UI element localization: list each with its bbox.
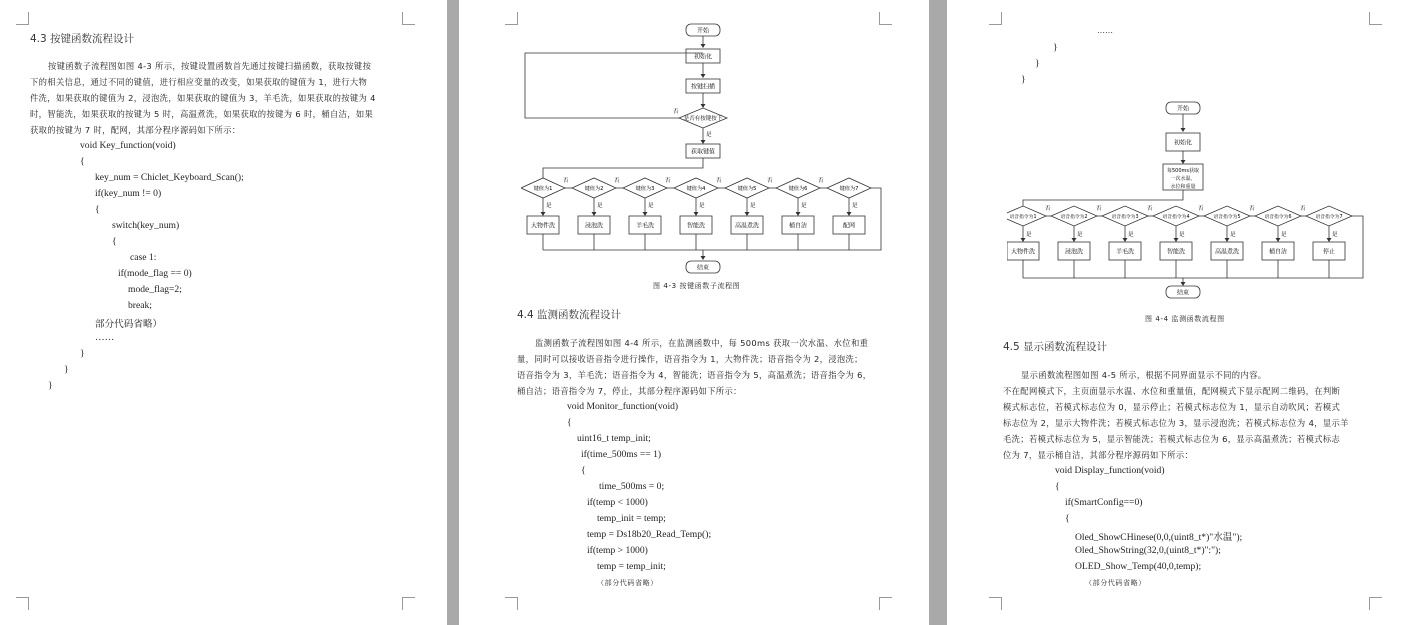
arrow-head [592, 212, 597, 216]
code-line: Oled_ShowString(32,0,(uint8_t*)":"); [1075, 545, 1221, 556]
paragraph-line: 获取的按键为 7 时，配网，其部分程序源码如下所示： [30, 125, 241, 135]
branch-label: 否 [665, 178, 671, 184]
page-corner-mark [989, 12, 1002, 25]
code-line: time_500ms = 0; [599, 481, 665, 492]
branch-label: 是 [1332, 232, 1338, 238]
code-line: if(temp < 1000) [587, 497, 648, 508]
code-line: …… [1097, 26, 1113, 35]
branch-label: 是 [648, 203, 654, 209]
code-line: } [1053, 42, 1058, 53]
branch-label: 否 [1249, 206, 1255, 212]
code-line: { [567, 417, 572, 428]
code-line: OLED_Show_Temp(40,0,temp); [1075, 561, 1202, 572]
condition-node-label: 键值为5 [737, 186, 757, 192]
action-box-label: 浸泡洗 [584, 222, 604, 230]
branch-label: 否 [1198, 206, 1204, 212]
flow-connector [1023, 190, 1183, 206]
page-corner-mark [1369, 597, 1382, 610]
arrow-head [1181, 160, 1186, 164]
page-corner-mark [16, 597, 29, 610]
paragraph-line: 下的相关信息，通过不同的键值，进行相应变量的改变，如果获取的键值为 1，进行大物 [30, 77, 368, 87]
branch-label: 否 [1147, 206, 1153, 212]
paragraph-line: 量，同时可以接收语音指令进行操作，语音指令为 1，大物件洗；语音指令为 2，浸泡洗； [517, 354, 863, 364]
paragraph-line: 件洗，如果获取的键值为 2，浸泡洗，如果获取的键值为 3，羊毛洗，如果获取的按键为 4 [30, 93, 376, 103]
branch-label: 否 [563, 178, 569, 184]
flow-connector [543, 158, 703, 178]
arrow-head [701, 104, 706, 108]
condition-node-label: 语音指令为2 [1060, 215, 1088, 220]
code-line: case 1: [130, 252, 157, 263]
arrow-head [701, 74, 706, 78]
section-heading: 4.4 监测函数流程设计 [517, 309, 622, 321]
code-line: …… [95, 332, 115, 343]
process-box-label: 按键扫描 [690, 83, 716, 91]
code-line: if(key_num != 0) [95, 188, 162, 199]
action-box-label: 配网 [842, 222, 856, 230]
code-line: { [112, 236, 117, 247]
document-page-1 [0, 0, 447, 625]
process-box-label: 初始化 [1173, 139, 1193, 147]
action-box-label: 桶自洁 [788, 222, 808, 230]
code-line: { [581, 465, 586, 476]
branch-label: 否 [673, 109, 679, 115]
arrow-head [701, 140, 706, 144]
code-line: 部分代码省略） [95, 319, 163, 330]
end-node-label: 结束 [696, 264, 710, 272]
branch-label: 否 [767, 178, 773, 184]
start-node-label: 开始 [696, 27, 710, 35]
code-line: void Key_function(void) [80, 140, 176, 151]
branch-label: 是 [1230, 232, 1236, 238]
arrow-head [1123, 238, 1128, 242]
paragraph-line: 模式标志位，若模式标志位为 0，显示停止；若模式标志位为 1，显示自动吹风；若模式 [1003, 402, 1341, 412]
action-box-label: 桶自洁 [1268, 248, 1288, 256]
branch-label: 否 [1300, 206, 1306, 212]
paragraph-line: 监测函数子流程图如图 4-4 所示，在监测函数中，每 500ms 获取一次水温、水位和重 [535, 338, 869, 348]
branch-label: 是 [546, 203, 552, 209]
code-line: void Monitor_function(void) [567, 401, 679, 412]
paragraph-line: 语音指令为 3，羊毛洗；语音指令为 4，智能洗；语音指令为 5，高温煮洗；语音指令为 6， [517, 370, 872, 380]
process-box-label: 初始化 [693, 53, 713, 61]
action-box-label: 高温煮洗 [1214, 248, 1240, 256]
code-line: break; [128, 300, 152, 311]
branch-label: 是 [597, 203, 603, 209]
arrow-head [1181, 282, 1186, 286]
arrow-head [701, 44, 706, 48]
arrow-head [1021, 238, 1026, 242]
branch-label: 是 [706, 132, 712, 138]
action-box-label: 停止 [1322, 248, 1336, 256]
branch-label: 是 [1179, 232, 1185, 238]
code-line: （部分代码省略） [597, 579, 658, 587]
code-line: uint16_t temp_init; [577, 433, 651, 444]
code-line: if(SmartConfig==0) [1065, 497, 1143, 508]
section-heading: 4.5 显示函数流程设计 [1003, 341, 1108, 353]
branch-label: 否 [818, 178, 824, 184]
paragraph-line: 按键函数子流程图如图 4-3 所示，按键设置函数首先通过按键扫描函数，获取按键按 [48, 61, 372, 71]
page-corner-mark [879, 597, 892, 610]
paragraph-line: 不在配网模式下，主页面显示水温、水位和重量值，配网模式下显示配网二维码，在判断 [1003, 386, 1341, 396]
code-line: temp = Ds18b20_Read_Temp(); [587, 529, 712, 540]
paragraph-line: 标志位为 2，显示大物件洗；若模式标志位为 3，显示浸泡洗；若模式标志位为 4，显示羊 [1003, 418, 1349, 428]
condition-node-label: 语音指令为3 [1111, 215, 1139, 220]
action-box-label: 高温煮洗 [734, 222, 760, 230]
paragraph-line: 毛洗；若模式标志位为 5，显示智能洗；若模式标志位为 6，显示高温煮洗；若模式标志 [1003, 434, 1341, 444]
condition-node-label: 语音指令为1 [1009, 215, 1037, 220]
code-line: } [1035, 58, 1040, 69]
branch-label: 否 [716, 178, 722, 184]
branch-label: 否 [1096, 206, 1102, 212]
branch-label: 是 [750, 203, 756, 209]
arrow-head [847, 212, 852, 216]
code-line: if(temp > 1000) [587, 545, 648, 556]
branch-label: 是 [1281, 232, 1287, 238]
branch-label: 否 [1045, 206, 1051, 212]
code-line: } [1021, 74, 1026, 85]
code-line: } [80, 348, 85, 359]
page-corner-mark [505, 597, 518, 610]
process-box-label: 获取键值 [690, 148, 716, 156]
action-box-label: 浸泡洗 [1064, 248, 1084, 256]
arrow-head [1225, 238, 1230, 242]
branch-label: 是 [1128, 232, 1134, 238]
condition-node-label: 语音指令为7 [1315, 215, 1343, 220]
arrow-head [701, 256, 706, 260]
arrow-head [1174, 238, 1179, 242]
condition-node-label: 键值为4 [686, 186, 706, 192]
arrow-head [796, 212, 801, 216]
process-box-label: 一次水温、 [1170, 176, 1196, 182]
page-corner-mark [989, 597, 1002, 610]
condition-node-label: 键值为6 [788, 186, 808, 192]
arrow-head [1181, 128, 1186, 132]
paragraph-line: 时，智能洗，如果获取的按键为 5 时，高温煮洗，如果获取的按键为 6 时，桶自洁，如果 [30, 109, 374, 119]
code-line: } [48, 380, 53, 391]
decision-node-label: 是否有按键按下 [683, 116, 723, 122]
section-heading: 4.3 按键函数流程设计 [30, 33, 135, 45]
page-corner-mark [402, 597, 415, 610]
process-box-label: 每500ms获取 [1166, 168, 1200, 174]
code-line: temp_init = temp; [597, 513, 666, 524]
arrow-head [541, 212, 546, 216]
arrow-head [694, 212, 699, 216]
code-line: { [1065, 513, 1070, 524]
page-corner-mark [16, 12, 29, 25]
paragraph-line: 位为 7，显示桶自洁，其部分程序源码如下所示： [1003, 450, 1194, 460]
code-line: } [64, 364, 69, 375]
page-corner-mark [402, 12, 415, 25]
branch-label: 是 [852, 203, 858, 209]
arrow-head [745, 212, 750, 216]
condition-node-label: 语音指令为5 [1213, 215, 1241, 220]
code-line: temp = temp_init; [597, 561, 666, 572]
arrow-head [1276, 238, 1281, 242]
action-box-label: 羊毛洗 [1115, 248, 1135, 256]
document-page-3 [947, 0, 1403, 625]
code-line: { [95, 204, 100, 215]
figure-caption: 图 4-4 监测函数流程图 [1145, 315, 1225, 323]
action-box-label: 智能洗 [1166, 248, 1186, 256]
code-line: switch(key_num) [112, 220, 180, 231]
code-line: Oled_ShowCHinese(0,0,(uint8_t*)"水温"); [1075, 532, 1243, 543]
figure-caption: 图 4-3 按键函数子流程图 [653, 282, 741, 290]
code-line: if(mode_flag == 0) [118, 268, 192, 279]
code-line: { [1055, 481, 1060, 492]
document-page-2 [459, 0, 929, 625]
branch-label: 是 [801, 203, 807, 209]
condition-node-label: 键值为1 [533, 186, 553, 192]
condition-node-label: 语音指令为6 [1264, 215, 1292, 220]
code-line: mode_flag=2; [128, 284, 182, 295]
condition-node-label: 键值为7 [839, 186, 859, 192]
action-box-label: 大物件洗 [1010, 248, 1036, 256]
arrow-head [643, 212, 648, 216]
paragraph-line: 显示函数流程图如图 4-5 所示，根据不同界面显示不同的内容。 [1021, 370, 1267, 380]
arrow-head [1327, 238, 1332, 242]
action-box-label: 大物件洗 [530, 222, 556, 230]
branch-label: 否 [614, 178, 620, 184]
action-box-label: 智能洗 [686, 222, 706, 230]
condition-node-label: 语音指令为4 [1162, 215, 1190, 220]
branch-label: 是 [1077, 232, 1083, 238]
paragraph-line: 桶自洁；语音指令为 7，停止，其部分程序源码如下所示： [517, 386, 742, 396]
condition-node-label: 键值为3 [635, 186, 655, 192]
code-line: if(time_500ms == 1) [581, 449, 662, 460]
branch-label: 是 [1026, 232, 1032, 238]
action-box-label: 羊毛洗 [635, 222, 655, 230]
page-corner-mark [1369, 12, 1382, 25]
end-node-label: 结束 [1176, 289, 1190, 297]
code-line: key_num = Chiclet_Keyboard_Scan(); [95, 172, 244, 183]
branch-label: 是 [699, 203, 705, 209]
start-node-label: 开始 [1176, 105, 1190, 113]
key-function-flowchart [521, 18, 901, 280]
process-box-label: 水位和重量 [1170, 184, 1196, 190]
code-line: void Display_function(void) [1055, 465, 1165, 476]
arrow-head [1072, 238, 1077, 242]
code-line: （部分代码省略） [1085, 579, 1146, 587]
monitor-function-flowchart [1007, 96, 1377, 308]
code-line: { [80, 156, 85, 167]
condition-node-label: 键值为2 [584, 186, 604, 192]
page-corner-mark [505, 12, 518, 25]
